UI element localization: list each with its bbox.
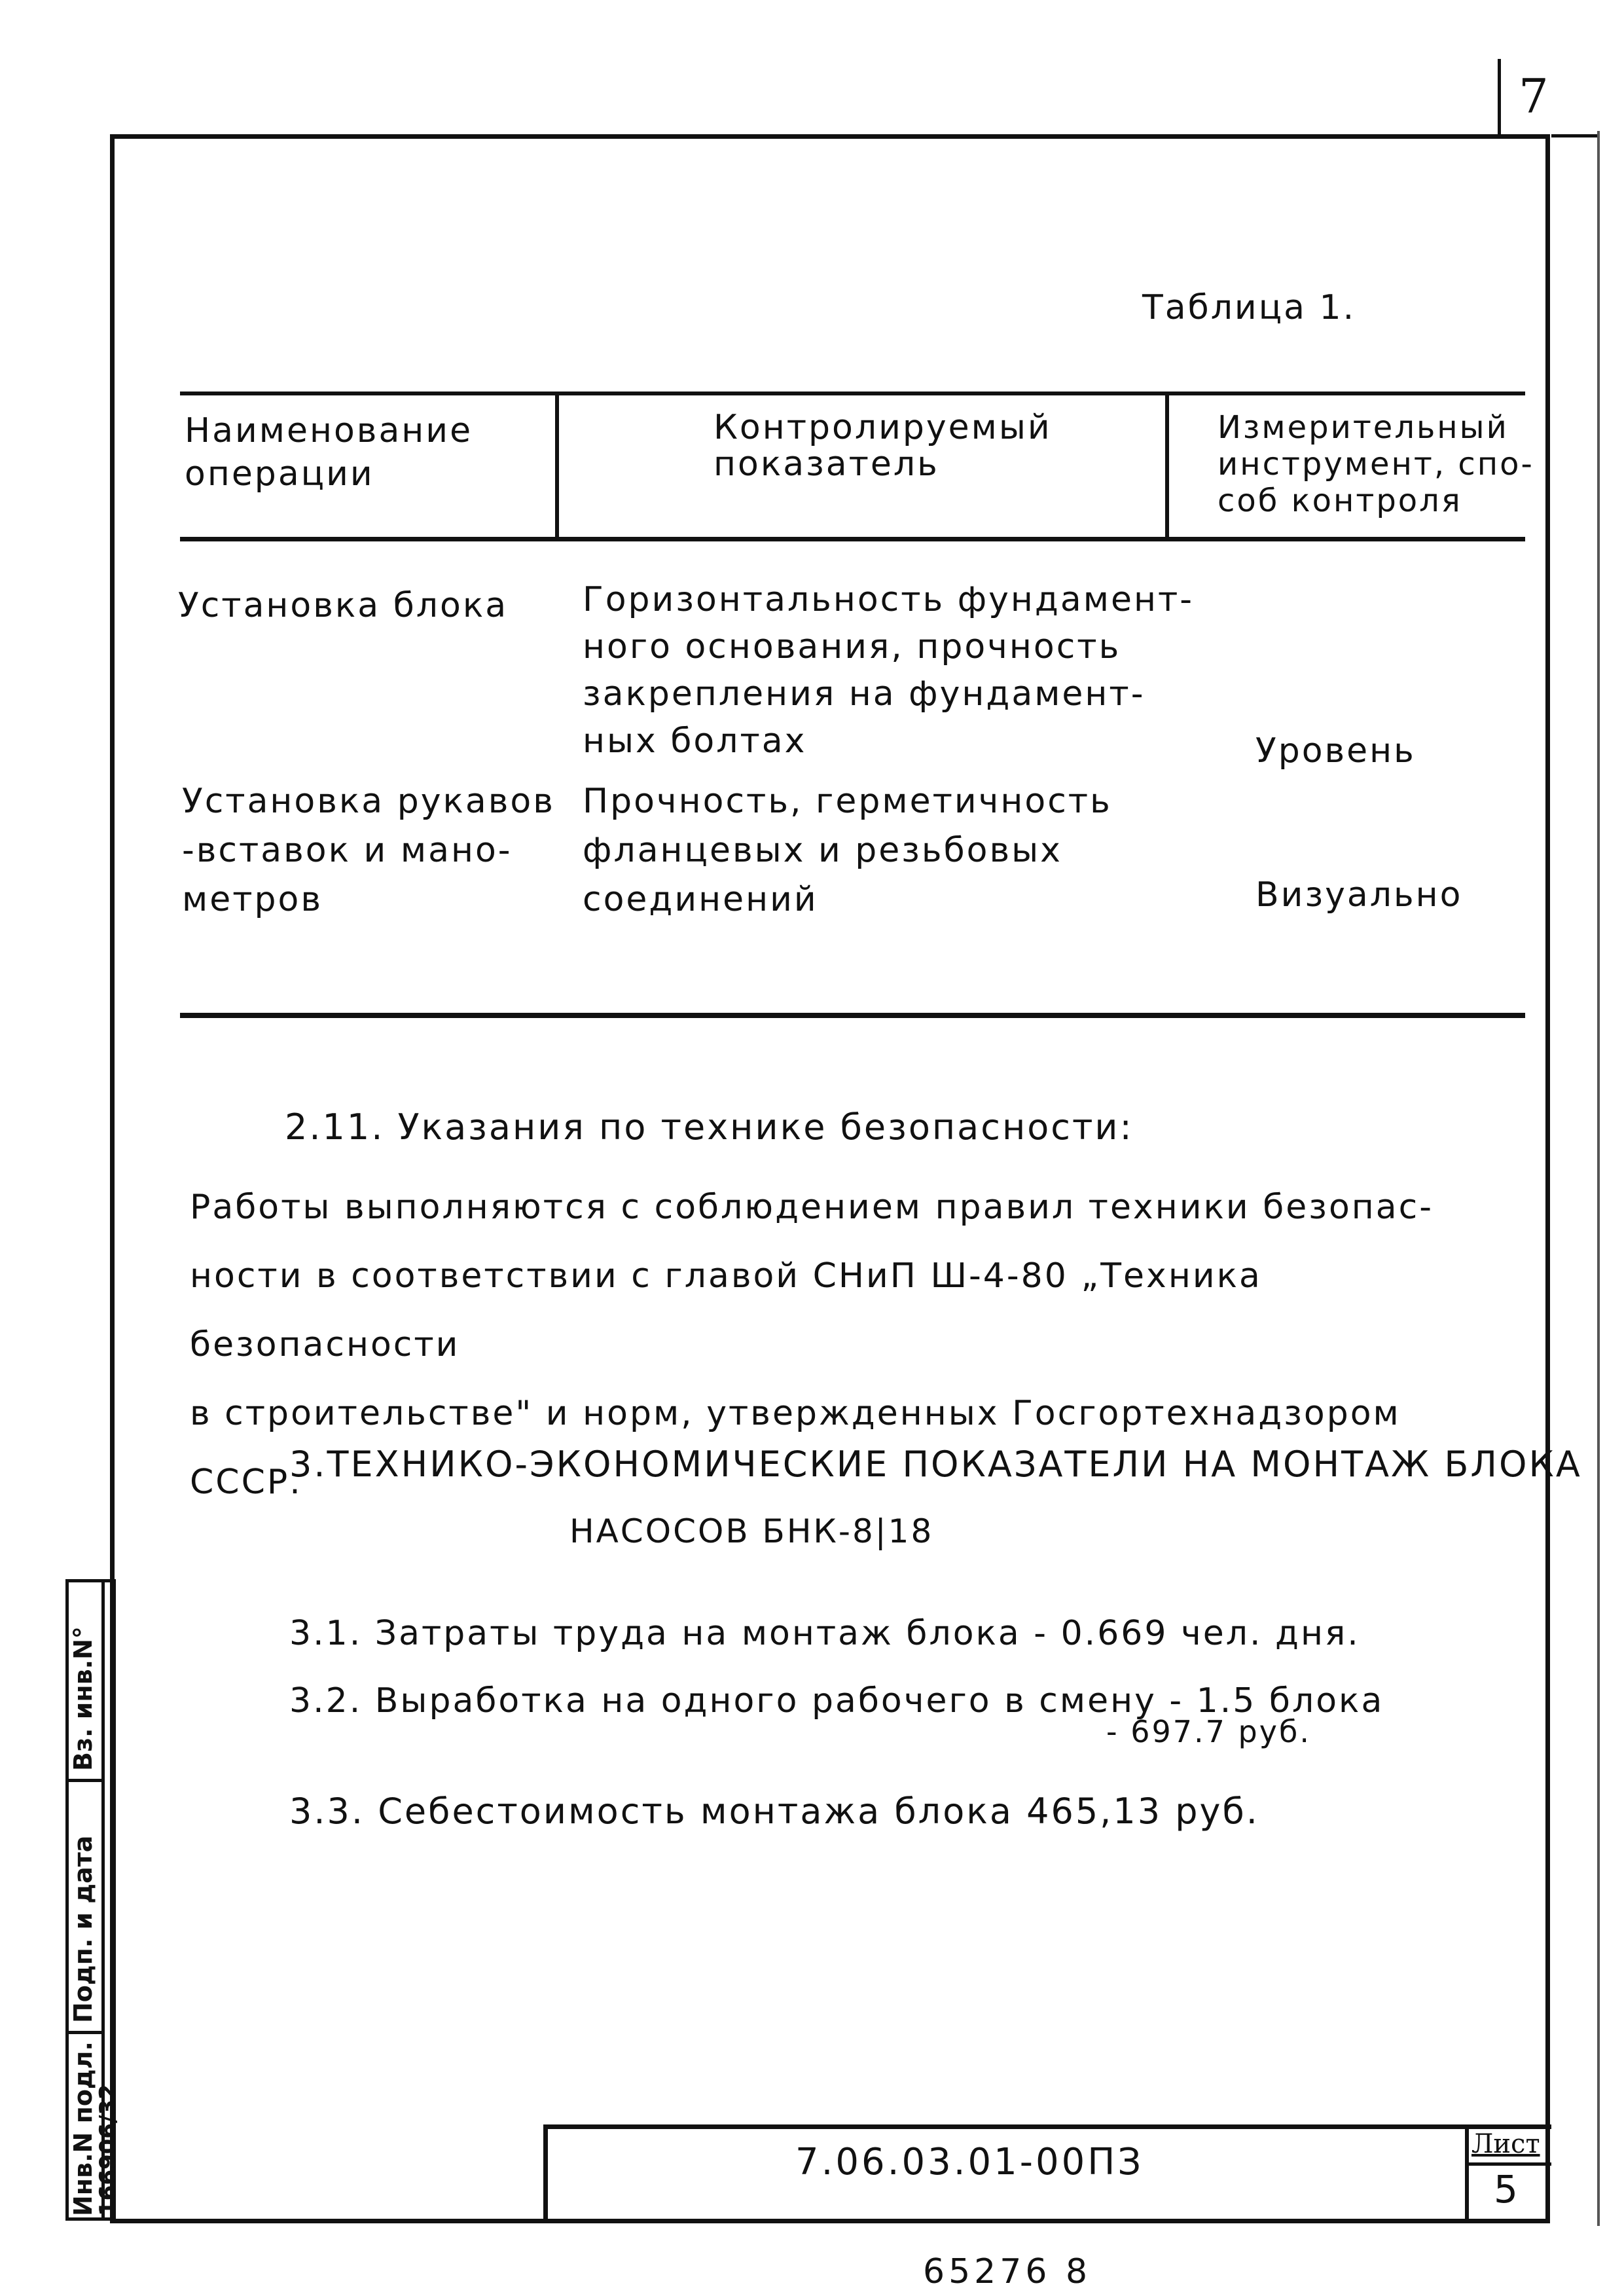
stamp-inv-label: Инв.N подл. xyxy=(69,2041,98,2216)
row2-indicator: Прочность, герметичность фланцевых и резьбовых соединений xyxy=(583,782,1112,919)
table-top-rule xyxy=(180,392,1525,395)
section3-title-line1: 3.ТЕХНИКО-ЭКОНОМИЧЕСКИЕ ПОКАЗАТЕЛИ НА МОНТАЖ БЛОКА xyxy=(289,1444,1582,1485)
safety-heading: 2.11. Указания по технике безопасности: xyxy=(285,1106,1134,1148)
section3-item1: 3.1. Затраты труда на монтаж блока - 0.669 чел. дня. xyxy=(289,1614,1360,1653)
table-header-divider-2 xyxy=(1165,392,1169,541)
stamp-inv-value: 166906/32 xyxy=(95,2084,121,2216)
page-number-tab-line xyxy=(1498,59,1501,137)
sheet-label: Лист xyxy=(1471,2129,1540,2159)
table-header-operation: Наименование операции xyxy=(185,411,473,494)
page-number: 7 xyxy=(1519,69,1549,124)
table-header-divider-1 xyxy=(555,392,559,541)
table-header-indicator: Контролируемый показатель xyxy=(713,408,1052,484)
section3-item2: 3.2. Выработка на одного рабочего в смену - 1.5 блока xyxy=(289,1681,1384,1721)
table-header-rule xyxy=(180,537,1525,541)
title-block-sheet-divider xyxy=(1465,2162,1551,2166)
row1-operation: Установка блока xyxy=(178,586,509,625)
table-bottom-rule xyxy=(180,1013,1525,1018)
row1-method: Уровень xyxy=(1255,731,1416,771)
section3-item2-continuation: - 697.7 руб. xyxy=(1106,1714,1311,1749)
title-block-divider xyxy=(1465,2124,1469,2223)
table-header-method: Измерительный инструмент, спо- соб контроля xyxy=(1218,409,1534,519)
row1-indicator: Горизонтальность фундамент- ного основания, прочность закрепления на фундамент- ных болтах xyxy=(583,580,1195,761)
stamp-sign-date-label: Подп. и дата xyxy=(69,1835,98,2023)
sheet-number: 5 xyxy=(1494,2167,1518,2212)
stamp-vz-inv-label: Вз. инв.N° xyxy=(69,1626,98,1771)
footer-number: 65276 8 xyxy=(923,2252,1092,2291)
row2-method: Визуально xyxy=(1255,875,1463,915)
table-caption: Таблица 1. xyxy=(1142,288,1356,327)
safety-text: Работы выполняются с соблюдением правил техники безопас- ности в соответствии с главой СНиП Ш-4-80 „Техника безопасности в строительстве" и норм, утвержденных Госгортехнадзором СССР. xyxy=(190,1188,1434,1502)
frame-top-tick xyxy=(1551,134,1597,137)
section3-item3: 3.3. Себестоимость монтажа блока 465,13 руб. xyxy=(289,1791,1259,1832)
document-code: 7.06.03.01-00ПЗ xyxy=(795,2141,1144,2183)
section3-title-line2: НАСОСОВ БНК-8|18 xyxy=(569,1512,934,1550)
row2-operation: Установка рукавов -вставок и мано- метров xyxy=(182,782,555,919)
page-edge-line xyxy=(1597,131,1600,2226)
